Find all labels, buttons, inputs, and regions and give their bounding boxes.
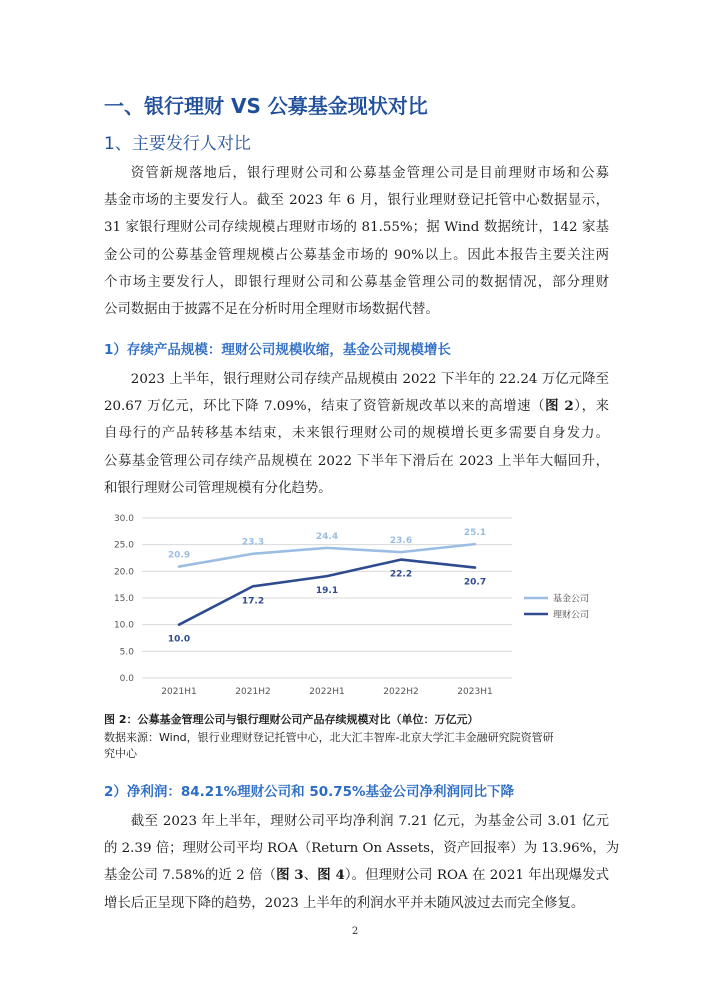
subsection-title-scale: 1）存续产品规模：理财公司规模收缩，基金公司规模增长 <box>104 342 451 358</box>
x-tick-label: 2021H2 <box>235 687 271 697</box>
text-run: ），来 <box>573 399 609 415</box>
data-label: 23.6 <box>389 536 413 547</box>
y-tick-label: 5.0 <box>119 647 134 658</box>
section-heading-1: 一、银行理财 VS 公募基金现状对比 <box>104 94 428 118</box>
figure-caption: 图 2：公募基金管理公司与银行理财公司产品存续规模对比（单位：万亿元） <box>104 713 479 726</box>
legend-entry: 基金公司 <box>553 594 590 605</box>
paragraph-line: 公司数据由于披露不足在分析时用全理财市场数据代替。 <box>104 301 439 317</box>
paragraph-line: 基金市场的主要发行人。截至 2023 年 6 月，银行业理财登记托管中心数据显示， <box>104 193 609 209</box>
y-tick-label: 0.0 <box>119 674 134 684</box>
x-tick-label: 2023H1 <box>457 687 493 697</box>
data-label: 24.4 <box>315 531 339 542</box>
page-number: 2 <box>351 926 359 937</box>
paragraph-line: 个市场主要发行人，即银行理财公司和公募基金管理公司的数据情况，部分理财 <box>104 274 609 290</box>
figure-reference: 图 2 <box>545 398 574 415</box>
text-run: 20.67 万亿元，环比下降 7.09%，结束了资管新规改革以来的高增速（ <box>104 399 546 415</box>
y-tick-label: 20.0 <box>113 567 134 578</box>
data-label: 23.3 <box>241 537 265 548</box>
paragraph-line: 金公司的公募基金管理规模占公募基金市场的 90%以上。因此本报告主要关注两 <box>104 247 609 263</box>
y-tick-label: 15.0 <box>113 594 134 604</box>
source-line: 究中心 <box>104 747 137 760</box>
y-tick-label: 25.0 <box>113 540 134 551</box>
data-label: 20.9 <box>167 550 191 561</box>
text-run: 基金公司 7.58%的近 2 倍（ <box>104 868 277 884</box>
text-run: 、 <box>303 868 318 884</box>
chart-grid <box>114 514 512 684</box>
paragraph-line: 截至 2023 年上半年，理财公司平均净利润 7.21 亿元，为基金公司 3.01 亿元 <box>130 814 609 829</box>
data-label: 19.1 <box>315 586 339 597</box>
chart-svg <box>100 508 610 708</box>
data-label: 25.1 <box>463 528 487 539</box>
paragraph-line: 公募基金管理公司存续产品规模在 2022 下半年下滑后在 2023 上半年大幅回升， <box>104 453 609 469</box>
paragraph-line: 自母行的产品转移基本结束，未来银行理财公司的规模增长更多需要自身发力。 <box>104 426 609 442</box>
section-heading-2: 1、主要发行人对比 <box>104 134 251 154</box>
chart-legend <box>524 593 589 621</box>
x-tick-label: 2022H1 <box>309 687 345 697</box>
figure-source <box>104 730 609 762</box>
paragraph-line: 2023 上半年，银行理财公司存续产品规模由 2022 下半年的 22.24 万亿元降至 <box>130 372 609 387</box>
paragraph-line: 资管新规落地后，银行理财公司和公募基金管理公司是目前理财市场和公募 <box>130 166 609 181</box>
paragraph-issuers <box>104 160 609 323</box>
data-label: 20.7 <box>463 577 487 588</box>
paragraph-profit <box>104 808 620 917</box>
figure-reference: 图 3 <box>276 867 304 884</box>
paragraph-line: 31 家银行理财公司存续规模占理财市场的 81.55%；据 Wind 数据统计，142 家基 <box>104 220 609 236</box>
data-label: 17.2 <box>241 596 265 607</box>
paragraph-scale <box>104 366 609 502</box>
y-tick-label: 30.0 <box>113 514 134 524</box>
paragraph-line <box>104 862 609 889</box>
chart-labels <box>161 528 492 697</box>
legend-entry: 理财公司 <box>553 610 590 621</box>
paragraph-line: 的 2.39 倍；理财公司平均 ROA（Return On Assets，资产回报率）为 13.96%，为 <box>104 841 620 857</box>
paragraph-line <box>104 393 609 420</box>
line-chart <box>100 508 610 708</box>
paragraph-line: 增长后正呈现下降的趋势，2023 上半年的利润水平并未随风波过去而完全修复。 <box>104 895 585 911</box>
data-label: 10.0 <box>167 634 191 645</box>
text-run: ）。但理财公司 ROA 在 2021 年出现爆发式 <box>344 868 610 884</box>
paragraph-line: 和银行理财公司管理规模有分化趋势。 <box>104 480 332 496</box>
source-line: 数据来源：Wind，银行业理财登记托管中心，北大汇丰智库-北京大学汇丰金融研究院资管研 <box>104 731 554 744</box>
chart-series <box>179 544 475 625</box>
y-tick-label: 10.0 <box>113 620 134 631</box>
figure-reference: 图 4 <box>317 867 345 884</box>
x-tick-label: 2021H1 <box>161 687 197 697</box>
subsection-title-profit: 2）净利润：84.21%理财公司和 50.75%基金公司净利润同比下降 <box>104 784 515 800</box>
data-label: 22.2 <box>389 569 413 580</box>
x-tick-label: 2022H2 <box>383 687 419 697</box>
